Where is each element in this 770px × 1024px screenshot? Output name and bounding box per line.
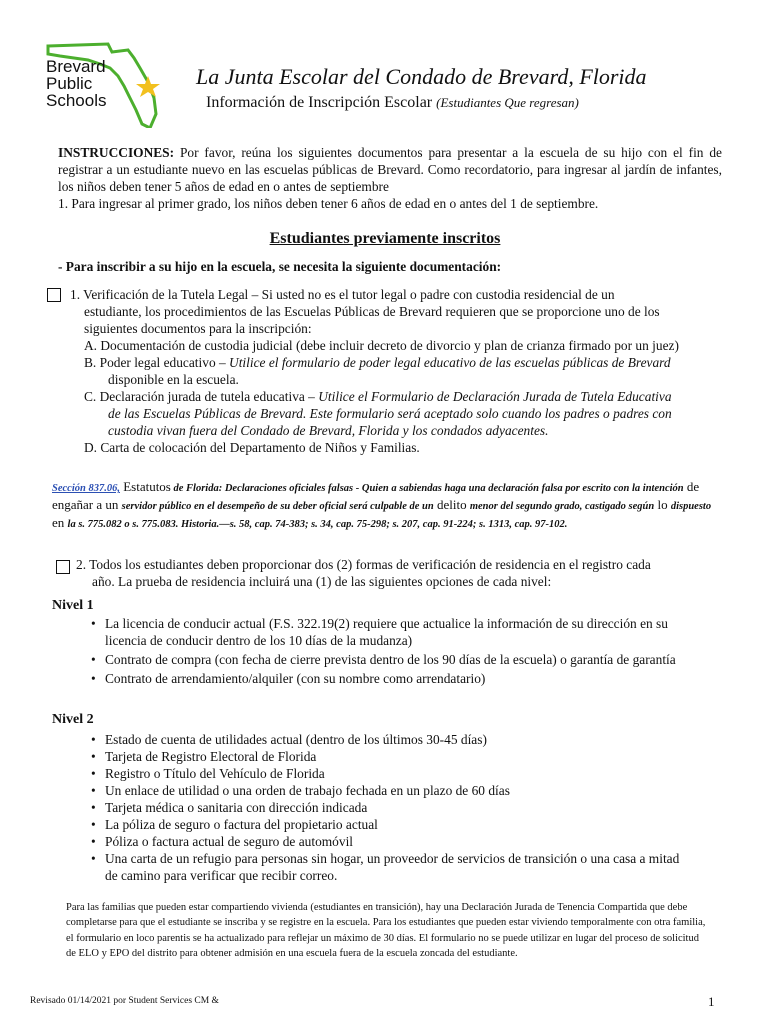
checkbox-item1[interactable] [47,288,61,302]
option-c: C. Declaración jurada de tutela educativa – Utilice el Formulario de Declaración Jurada de Tutela Educativa [84,389,672,404]
instructions-line2: 1. Para ingresar al primer grado, los niños deben tener 6 años de edad en o antes del 1 de septiembre. [58,196,599,211]
option-a: A. Documentación de custodia judicial (debe incluir decreto de divorcio y plan de crianza firmado por un juez) [84,338,679,353]
checkbox-item2[interactable] [56,560,70,574]
nivel2-list [91,731,691,884]
brevard-schools-logo [38,38,168,128]
document-title: La Junta Escolar del Condado de Brevard, Florida [196,64,647,89]
list-item: • Una carta de un refugio para personas sin hogar, un proveedor de servicios de transición o una casa a mitad de camino para verificar que recibir correo. [91,850,691,884]
page-number: 1 [708,994,715,1009]
option-b: B. Poder legal educativo – Utilice el formulario de poder legal educativo de las escuelas públicas de Brevard [84,355,671,370]
list-item: • Tarjeta de Registro Electoral de Florida [91,748,691,765]
list-item: • Registro o Título del Vehículo de Florida [91,765,691,782]
shared-housing-note: Para las familias que pueden estar compartiendo vivienda (estudiantes en transición), hay una Declaración Jurada de Tenencia Compartida que debe completarse para que el estudiante se inscriba y se registre en la escuela. Para los estudiantes que pueden estar viviendo temporalmente con otra familia, el formulario en loco parentis se ha actualizado para reflejar un máximo de 30 días. El formulario no se puede utilizar en lugar del proceso de solicitud de ELO y EPO del distrito para obtener admisión en una escuela fuera de la escuela zoncada del estudiante. [66,902,706,960]
list-item: • La póliza de seguro o factura del propietario actual [91,816,691,833]
nivel1-heading: Nivel 1 [52,598,94,613]
nivel2-heading: Nivel 2 [52,712,94,727]
item-residence-verification: 2. Todos los estudiantes deben proporcionar dos (2) formas de verificación de residencia en el registro cada año. La prueba de residencia incluirá una (1) de las siguientes opciones de cada nivel: [76,557,651,589]
section-lead: - Para inscribir a su hijo en la escuela, se necesita la siguiente documentación: [58,259,502,274]
document-subtitle: Información de Inscripción Escolar (Estudiantes Que regresan) [206,94,579,111]
option-d: D. Carta de colocación del Departamento de Niños y Familias. [84,440,420,455]
nivel1-list [91,615,691,687]
star-icon [136,76,160,97]
list-item: • Estado de cuenta de utilidades actual (dentro de los últimos 30-45 días) [91,731,691,748]
list-item: • Contrato de arrendamiento/alquiler (con su nombre como arrendatario) [91,670,691,687]
statute-link[interactable]: Sección 837.06, [52,483,120,494]
logo-text: Brevard Public Schools [46,57,107,110]
item-legal-guardianship: 1. Verificación de la Tutela Legal – Si usted no es el tutor legal o padre con custodia residencial de un estudiante, los procedimientos de las Escuelas Públicas de Brevard requieren que se proporcione uno de los siguientes documentos para la inscripción: A. Documentación de custodia judicial (debe incluir decreto de divorcio y plan de crianza firmado por un juez) B. Poder legal educativo – Utilice el formulario de poder legal educativo de las escuelas públicas de Brevard disponible en la escuela. C. Declaración jurada de tutela educativa – Utilice el Formulario de Declaración Jurada de Tutela Educativa de las Escuelas Públicas de Brevard. Este formulario será aceptado solo cuando los padres o padres con custodia vivan fuera del Condado de Brevard, Florida y los condados adyacentes. D. Carta de colocación del Departamento de Niños y Familias. [70,286,712,456]
revision-footer: Revisado 01/14/2021 por Student Services CM & [30,996,219,1006]
list-item: • Un enlace de utilidad o una orden de trabajo fechada en un plazo de 60 días [91,782,691,799]
list-item: • La licencia de conducir actual (F.S. 322.19(2) requiere que actualice la información de su dirección en su licencia de conducir dentro de los 10 días de la mudanza) [91,615,691,649]
statute-notice: Sección 837.06, Estatutos de Florida: Declaraciones oficiales falsas - Quien a sabiendas haga una declaración falsa por escrito con la intención de engañar a un servidor público en el desempeño de su deber oficial será culpable de un delito menor del segundo grado, castigado según lo dispuesto en la s. 775.082 o s. 775.083. Historia.—s. 58, cap. 74-383; s. 34, cap. 75-298; s. 207, cap. 91-224; s. 1313, cap. 97-102. [52,479,712,530]
instructions: INSTRUCCIONES: Por favor, reúna los siguientes documentos para presentar a la escuela de su hijo con el fin de registrar a un estudiante nuevo en las escuelas públicas de Brevard. Como recordatorio, para ingresar al jardín de infantes, los niños deben tener 5 años de edad en o antes de septiembre 1. Para ingresar al primer grado, los niños deben tener 6 años de edad en o antes del 1 de septiembre. [58,145,722,211]
list-item: • Tarjeta médica o sanitaria con dirección indicada [91,799,691,816]
section-heading: Estudiantes previamente inscritos [269,230,501,247]
list-item: • Póliza o factura actual de seguro de automóvil [91,833,691,850]
list-item: • Contrato de compra (con fecha de cierre prevista dentro de los 90 días de la escuela) o garantía de garantía [91,651,691,668]
